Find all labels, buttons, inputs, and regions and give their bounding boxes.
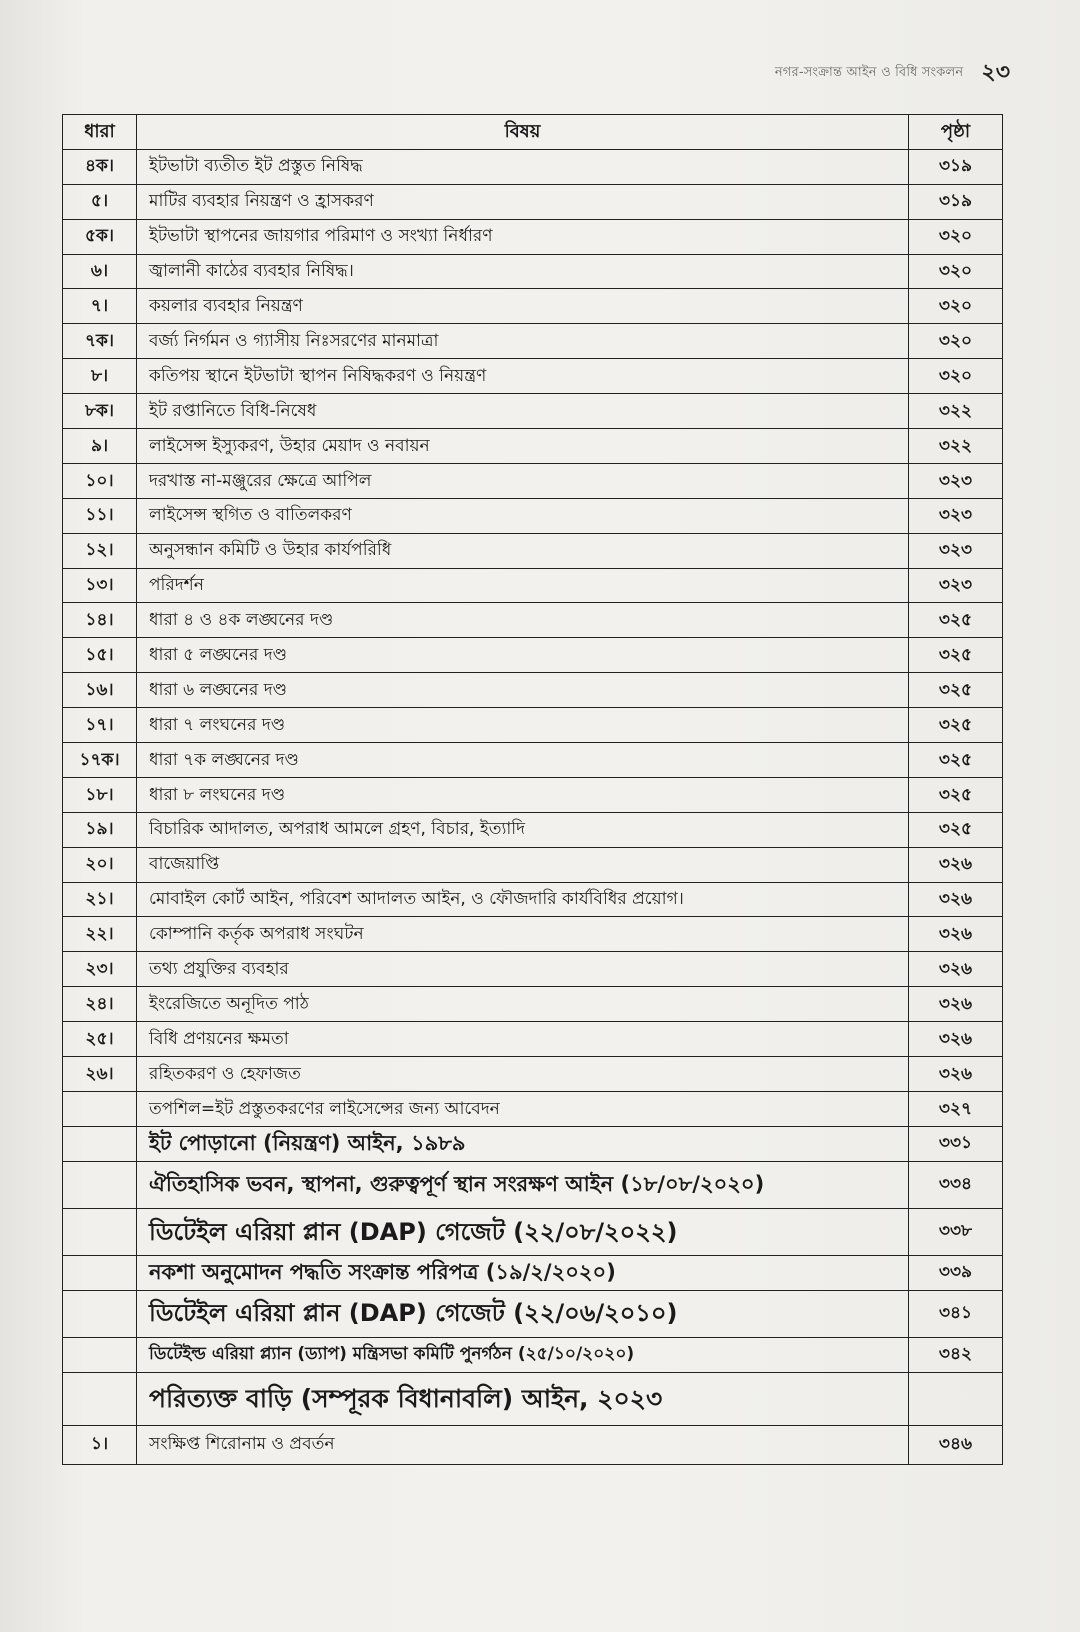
section-number: ১৭। (63, 708, 137, 743)
section-number: ১। (63, 1425, 137, 1464)
section-subject: কতিপয় স্থানে ইটভাটা স্থাপন নিষিদ্ধকরণ ও নিয়ন্ত্রণ (137, 359, 909, 394)
section-subject: দরখাস্ত না-মঞ্জুরের ক্ষেত্রে আপিল (137, 463, 909, 498)
section-number: ১২। (63, 533, 137, 568)
section-page: ৩১৯ (909, 149, 1003, 184)
section-subject: ধারা ৫ লঙ্ঘনের দণ্ড (137, 638, 909, 673)
table-row (63, 533, 1003, 568)
section-number: ১৫। (63, 638, 137, 673)
table-row (63, 743, 1003, 778)
law-page: ৩৩৮ (909, 1208, 1003, 1255)
law-title: ইট পোড়ানো (নিয়ন্ত্রণ) আইন, ১৯৮৯ (137, 1126, 909, 1161)
section-page: ৩৪৬ (909, 1425, 1003, 1464)
section-page: ৩২৬ (909, 882, 1003, 917)
section-subject: বিধি প্রণয়নের ক্ষমতা (137, 1022, 909, 1057)
table-row (63, 324, 1003, 359)
section-page: ৩২২ (909, 429, 1003, 464)
section-subject: মাটির ব্যবহার নিয়ন্ত্রণ ও হ্রাসকরণ (137, 184, 909, 219)
section-page: ৩২০ (909, 219, 1003, 254)
section-page: ৩১৯ (909, 184, 1003, 219)
section-page: ৩২৬ (909, 952, 1003, 987)
section-subject: ধারা ৭ লংঘনের দণ্ড (137, 708, 909, 743)
section-number: ২০। (63, 847, 137, 882)
law-title-row (63, 1372, 1003, 1425)
table-header-row (63, 115, 1003, 150)
section-number: ১৩। (63, 568, 137, 603)
table-row (63, 254, 1003, 289)
table-row (63, 1022, 1003, 1057)
section-number: ২৬। (63, 1057, 137, 1092)
section-number (63, 1161, 137, 1208)
section-page: ৩২৩ (909, 533, 1003, 568)
table-row (63, 184, 1003, 219)
section-number (63, 1337, 137, 1372)
section-number: ১০। (63, 463, 137, 498)
section-subject: তথ্য প্রযুক্তির ব্যবহার (137, 952, 909, 987)
law-title: পরিত্যক্ত বাড়ি (সম্পূরক বিধানাবলি) আইন, ২০২৩ (137, 1372, 909, 1425)
section-subject: মোবাইল কোর্ট আইন, পরিবেশ আদালত আইন, ও ফৌজদারি কার্যবিধির প্রয়োগ। (137, 882, 909, 917)
section-page: ৩২৩ (909, 498, 1003, 533)
section-page: ৩২৬ (909, 847, 1003, 882)
law-title-row (63, 1208, 1003, 1255)
section-number: ২৫। (63, 1022, 137, 1057)
table-row (63, 219, 1003, 254)
table-row (63, 917, 1003, 952)
section-subject: ইটভাটা স্থাপনের জায়গার পরিমাণ ও সংখ্যা নির্ধারণ (137, 219, 909, 254)
table-row (63, 498, 1003, 533)
section-number: ৭। (63, 289, 137, 324)
table-row (63, 882, 1003, 917)
section-subject: কয়লার ব্যবহার নিয়ন্ত্রণ (137, 289, 909, 324)
section-page: ৩২৬ (909, 1057, 1003, 1092)
section-page: ৩২৩ (909, 568, 1003, 603)
law-page: ৩৩৪ (909, 1161, 1003, 1208)
table-row (63, 1425, 1003, 1464)
section-page: ৩২৫ (909, 777, 1003, 812)
section-page: ৩২০ (909, 324, 1003, 359)
section-page: ৩২৭ (909, 1091, 1003, 1126)
law-title-row (63, 1255, 1003, 1290)
section-number (63, 1208, 137, 1255)
section-subject: ধারা ৭ক লঙ্ঘনের দণ্ড (137, 743, 909, 778)
law-page (909, 1372, 1003, 1425)
table-row (63, 952, 1003, 987)
column-header-subject: বিষয় (137, 115, 909, 150)
section-subject: পরিদর্শন (137, 568, 909, 603)
table-row (63, 394, 1003, 429)
section-number (63, 1255, 137, 1290)
running-title: নগর-সংক্রান্ত আইন ও বিধি সংকলন (774, 64, 964, 80)
section-subject: রহিতকরণ ও হেফাজত (137, 1057, 909, 1092)
section-page: ৩২৫ (909, 673, 1003, 708)
section-subject: অনুসন্ধান কমিটি ও উহার কার্যপরিধি (137, 533, 909, 568)
law-title: ঐতিহাসিক ভবন, স্থাপনা, গুরুত্বপূর্ণ স্থান সংরক্ষণ আইন (১৮/০৮/২০২০) (137, 1161, 909, 1208)
table-row (63, 777, 1003, 812)
section-page: ৩২৫ (909, 603, 1003, 638)
section-number: ৮ক। (63, 394, 137, 429)
law-title-row (63, 1161, 1003, 1208)
section-number: ৫ক। (63, 219, 137, 254)
section-number: ২১। (63, 882, 137, 917)
section-number: ৮। (63, 359, 137, 394)
section-subject: ধারা ৮ লংঘনের দণ্ড (137, 777, 909, 812)
section-number: ৫। (63, 184, 137, 219)
section-page: ৩২০ (909, 289, 1003, 324)
section-number (63, 1290, 137, 1337)
law-page: ৩৪১ (909, 1290, 1003, 1337)
table-row (63, 1057, 1003, 1092)
section-number: ২৩। (63, 952, 137, 987)
section-subject: বর্জ্য নির্গমন ও গ্যাসীয় নিঃসরণের মানমাত্রা (137, 324, 909, 359)
section-page: ৩২৩ (909, 463, 1003, 498)
section-number (63, 1372, 137, 1425)
section-number: ২৪। (63, 987, 137, 1022)
section-subject: তপশিল=ইট প্রস্তুতকরণের লাইসেন্সের জন্য আবেদন (137, 1091, 909, 1126)
table-row-schedule (63, 1091, 1003, 1126)
section-subject: জ্বালানী কাঠের ব্যবহার নিষিদ্ধ। (137, 254, 909, 289)
section-subject: সংক্ষিপ্ত শিরোনাম ও প্রবর্তন (137, 1425, 909, 1464)
section-page: ৩২৬ (909, 987, 1003, 1022)
section-number: ৭ক। (63, 324, 137, 359)
table-row (63, 568, 1003, 603)
section-number: ৯। (63, 429, 137, 464)
page-number: ২৩ (981, 59, 1010, 85)
section-subject: ইংরেজিতে অনূদিত পাঠ (137, 987, 909, 1022)
section-number: ২২। (63, 917, 137, 952)
table-row (63, 673, 1003, 708)
section-subject: লাইসেন্স ইস্যুকরণ, উহার মেয়াদ ও নবায়ন (137, 429, 909, 464)
section-subject: লাইসেন্স স্থগিত ও বাতিলকরণ (137, 498, 909, 533)
table-row (63, 812, 1003, 847)
section-number: ৪ক। (63, 149, 137, 184)
law-title-row (63, 1337, 1003, 1372)
section-number (63, 1126, 137, 1161)
contents-table (62, 114, 1003, 1465)
law-page: ৩৪২ (909, 1337, 1003, 1372)
column-header-section: ধারা (63, 115, 137, 150)
table-row (63, 359, 1003, 394)
section-page: ৩২০ (909, 359, 1003, 394)
section-page: ৩২৫ (909, 743, 1003, 778)
section-number: ১৯। (63, 812, 137, 847)
table-row (63, 149, 1003, 184)
column-header-page: পৃষ্ঠা (909, 115, 1003, 150)
law-page: ৩৩৯ (909, 1255, 1003, 1290)
section-number: ১৭ক। (63, 743, 137, 778)
section-page: ৩২২ (909, 394, 1003, 429)
section-subject: বাজেয়াপ্তি (137, 847, 909, 882)
section-subject: বিচারিক আদালত, অপরাধ আমলে গ্রহণ, বিচার, ইত্যাদি (137, 812, 909, 847)
section-subject: ধারা ৬ লঙ্ঘনের দণ্ড (137, 673, 909, 708)
section-number (63, 1091, 137, 1126)
section-number: ১৪। (63, 603, 137, 638)
section-number: ১৬। (63, 673, 137, 708)
table-row (63, 429, 1003, 464)
section-subject: ধারা ৪ ও ৪ক লঙ্ঘনের দণ্ড (137, 603, 909, 638)
table-row (63, 463, 1003, 498)
section-page: ৩২৬ (909, 917, 1003, 952)
section-number: ১৮। (63, 777, 137, 812)
section-subject: ইট রপ্তানিতে বিধি-নিষেধ (137, 394, 909, 429)
law-title-row (63, 1290, 1003, 1337)
law-title: ডিটেইল এরিয়া প্লান (DAP) গেজেট (২২/০৮/২০২২) (137, 1208, 909, 1255)
table-row (63, 638, 1003, 673)
section-subject: কোম্পানি কর্তৃক অপরাধ সংঘটন (137, 917, 909, 952)
table-row (63, 708, 1003, 743)
section-number: ৬। (63, 254, 137, 289)
table-row (63, 847, 1003, 882)
section-number: ১১। (63, 498, 137, 533)
law-page: ৩৩১ (909, 1126, 1003, 1161)
page-header (775, 58, 1010, 88)
section-page: ৩২৬ (909, 1022, 1003, 1057)
law-title-row (63, 1126, 1003, 1161)
law-title: ডিটেইল এরিয়া প্লান (DAP) গেজেট (২২/০৬/২০১০) (137, 1290, 909, 1337)
section-page: ৩২৫ (909, 708, 1003, 743)
section-subject: ইটভাটা ব্যতীত ইট প্রস্তুত নিষিদ্ধ (137, 149, 909, 184)
law-title: নকশা অনুমোদন পদ্ধতি সংক্রান্ত পরিপত্র (১৯/২/২০২০) (137, 1255, 909, 1290)
table-row (63, 289, 1003, 324)
table-row (63, 603, 1003, 638)
section-page: ৩২৫ (909, 638, 1003, 673)
law-title: ডিটেইল্ড এরিয়া প্ল্যান (ড্যাপ) মন্ত্রিসভা কমিটি পুনর্গঠন (২৫/১০/২০২০) (137, 1337, 909, 1372)
section-page: ৩২০ (909, 254, 1003, 289)
table-row (63, 987, 1003, 1022)
section-page: ৩২৫ (909, 812, 1003, 847)
